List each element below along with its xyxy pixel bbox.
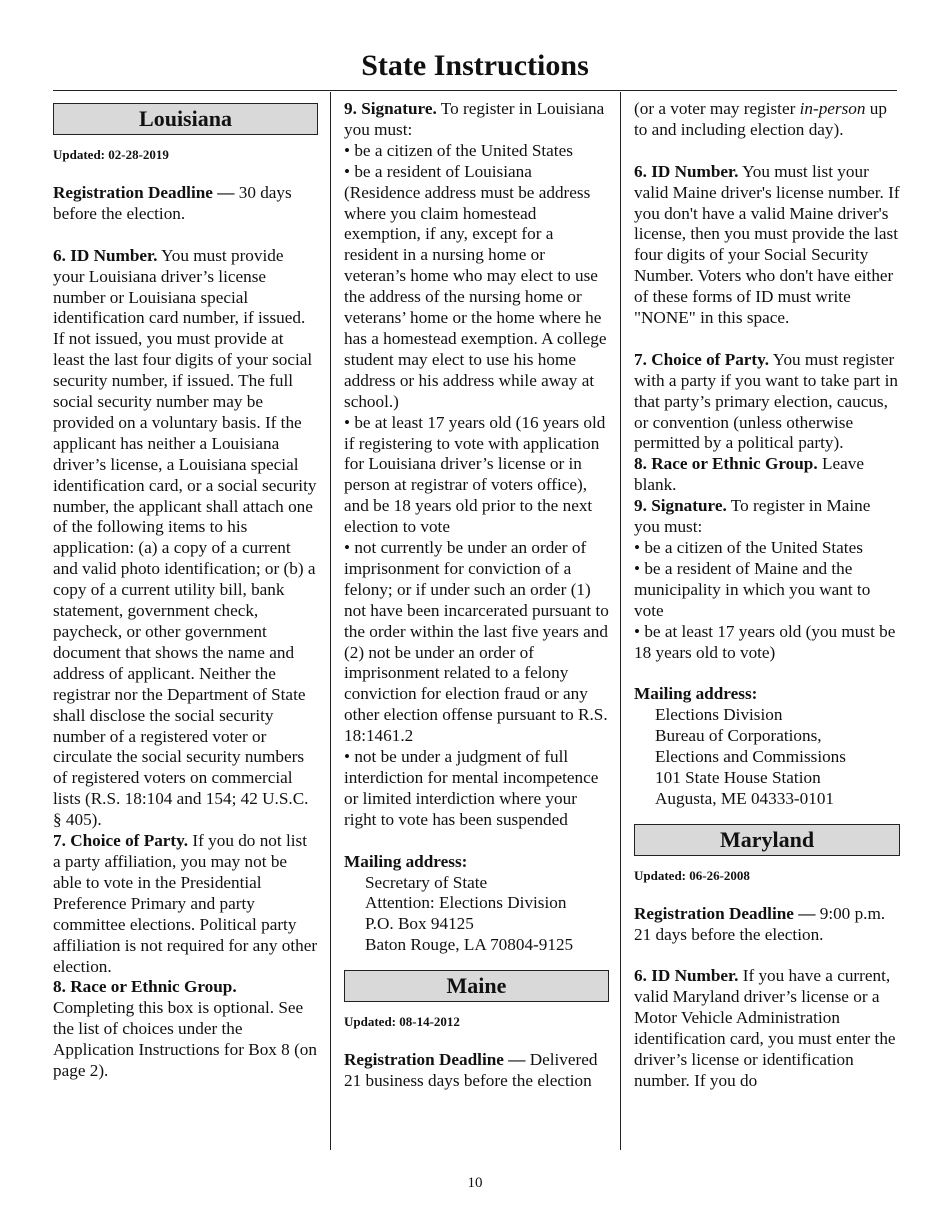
choice-of-party-section: 7. Choice of Party. You must register with a party if you want to take part in that party’s primary election, caucus, or convention (unless otherwise permitted by a political party). <box>634 349 898 453</box>
requirement-item: • not currently be under an order of imprisonment for conviction of a felony; or if under such an order (1) not have been incarcerated pursuant to the order within the last five years and (2) not be under an order of imprisonment related to a felony conviction for election fraud or any other election offense pursuant to R.S. 18:1461.2 <box>344 538 609 746</box>
race-ethnic-group-section: 8. Race or Ethnic Group. Leave blank. <box>634 454 864 495</box>
requirement-item: • be a resident of Louisiana (Residence address must be address where you claim homestead exemption, if any, except for a resident in a nursing home or veteran’s home who may elect to use the address of the nursing home or veterans’ home or the home where he has a homestead exemption. A college student may elect to use his home address or his address while away at school.) <box>344 161 607 411</box>
column-divider <box>620 92 621 1150</box>
column-2 <box>344 99 609 1092</box>
registration-deadline: Registration Deadline — 9:00 p.m. 21 days before the election. <box>634 903 886 944</box>
requirement-item: • be a citizen of the United States <box>344 140 573 160</box>
column-divider <box>330 92 331 1150</box>
id-number-section: 6. ID Number. If you have a current, valid Maryland driver’s license or a Motor Vehicle Administration identification card, you must enter the driver’s license or identification number. If you do <box>634 966 896 1090</box>
state-header-louisiana: Louisiana <box>53 103 318 135</box>
choice-of-party-section: 7. Choice of Party. If you do not list a party affiliation, you may not be able to vote in the Presidential Preference Primary and party committee elections. Political party affiliation is not required for any other election. <box>53 831 318 976</box>
column-1 <box>53 99 318 1082</box>
updated-date: Updated: 06-26-2008 <box>634 867 750 883</box>
requirement-item: • be a resident of Maine and the municipality in which you want to vote <box>634 558 871 620</box>
mailing-address-line: Elections and Commissions <box>655 747 846 767</box>
mailing-address-line: Secretary of State <box>365 872 488 892</box>
mailing-address-label: Mailing address: <box>344 851 468 871</box>
requirement-item: • be a citizen of the United States <box>634 538 863 557</box>
mailing-address-line: 101 State House Station <box>655 767 821 787</box>
updated-date: Updated: 08-14-2012 <box>344 1014 460 1030</box>
race-ethnic-group-text: Completing this box is optional. See the list of choices under the Application Instructions for Box 8 (on page 2). <box>53 998 317 1081</box>
mailing-address-line: Elections Division <box>655 705 783 725</box>
page-title: State Instructions <box>361 49 589 82</box>
mailing-address-line: P.O. Box 94125 <box>365 914 474 934</box>
signature-section: 9. Signature. To register in Louisiana you must: <box>344 99 605 139</box>
registration-deadline-continued: (or a voter may register in-person up to and including election day). <box>634 99 887 139</box>
requirement-item: • not be under a judgment of full interdiction for mental incompetence or limited interdiction where your right to vote has been suspended <box>344 747 599 829</box>
signature-section: 9. Signature. To register in Maine you must: <box>634 496 871 537</box>
updated-date: Updated: 02-28-2019 <box>53 147 169 162</box>
id-number-section: 6. ID Number. You must provide your Louisiana driver’s license number or Louisiana special identification card number, if issued. If not issued, you must provide at least the last four digits of your social security number, if issued. The full social security number may be provided on a voluntary basis. If the applicant has neither a Louisiana driver’s license, a Louisiana special identification card, or a social security number, the applicant shall attach one of the following items to his application: (a) a copy of a current and valid photo identification; or (b) a copy of a current utility bill, bank statement, government check, paycheck, or other government document that shows the name and address of applicant. Neither the registrar nor the Department of State shall disclose the social security number of a registered voter or circulate the social security numbers of registered voters on commercial lists (R.S. 18:104 and 154; 42 U.S.C. § 405). <box>53 245 317 830</box>
id-number-section: 6. ID Number. You must list your valid Maine driver's license number. If you don't have a valid Maine driver's license, then you must provide the last four digits of your Social Security Number. Voters who don't have either of these forms of ID must write "NONE" in this space. <box>634 161 900 328</box>
mailing-address-line: Augusta, ME 04333-0101 <box>655 788 835 808</box>
registration-deadline: Registration Deadline — Delivered 21 business days before the election <box>344 1050 598 1091</box>
race-ethnic-group-heading: 8. Race or Ethnic Group. <box>53 977 237 997</box>
page-number: 10 <box>467 1175 483 1191</box>
mailing-address-line: Bureau of Corporations, <box>655 726 822 746</box>
mailing-address-label: Mailing address: <box>634 684 758 704</box>
column-3 <box>634 99 900 1092</box>
mailing-address-line: Attention: Elections Division <box>365 893 567 913</box>
state-header-maryland: Maryland <box>634 824 900 856</box>
state-header-maine: Maine <box>344 970 609 1002</box>
mailing-address-line: Baton Rouge, LA 70804-9125 <box>365 935 574 955</box>
requirement-item: • be at least 17 years old (16 years old if registering to vote with application for Louisiana driver’s license or in person at registrar of voters office), and be 18 years old prior to the next election to vote <box>344 412 606 537</box>
requirement-item: • be at least 17 years old (you must be 18 years old to vote) <box>634 621 896 662</box>
title-divider <box>53 90 897 91</box>
registration-deadline: Registration Deadline — 30 days before the election. <box>53 183 292 223</box>
